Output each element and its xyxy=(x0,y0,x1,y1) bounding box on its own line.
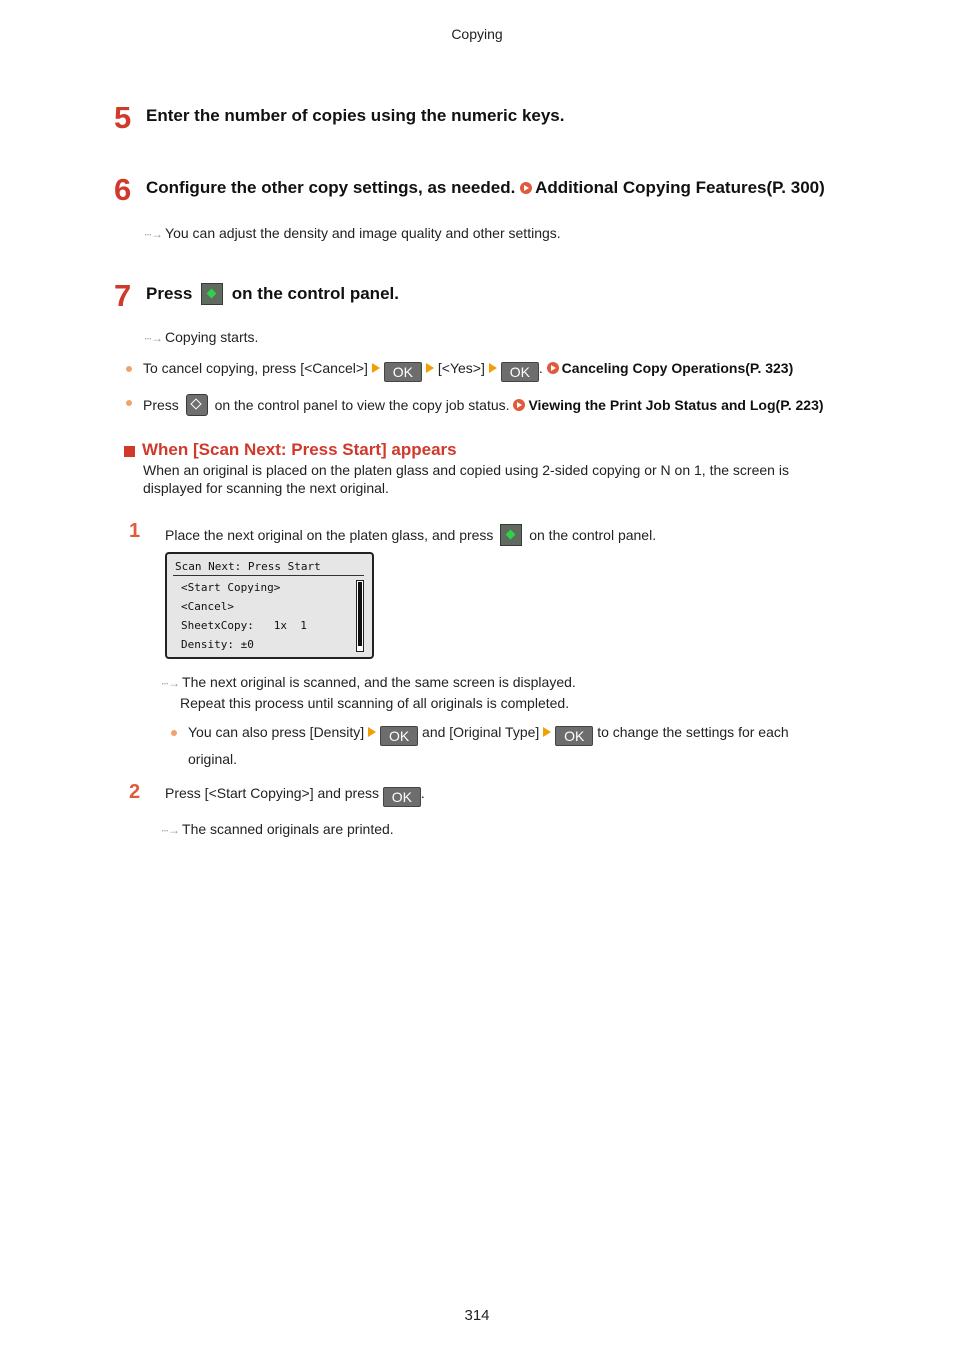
result-text: You can adjust the density and image quality and other settings. xyxy=(165,225,561,241)
lcd-row: <Start Copying> xyxy=(181,581,281,594)
bullet-text: You can also press [Density] xyxy=(188,724,365,740)
substep-text: on the control panel. xyxy=(529,527,657,543)
ok-key-icon: OK xyxy=(380,726,418,746)
substep-text: Press [<Start Copying>] and press xyxy=(165,785,379,801)
density-bullet-line2: original. xyxy=(188,751,238,767)
substep-1-result-line2: Repeat this process until scanning of all originals is completed. xyxy=(180,695,570,711)
step-5-title: Enter the number of copies using the numeric keys. xyxy=(146,106,565,125)
bullet-text: Press xyxy=(143,397,179,413)
density-bullet xyxy=(188,724,789,746)
substep-text: . xyxy=(420,785,425,801)
step-number-7: 7 xyxy=(114,278,132,313)
status-monitor-key-icon xyxy=(186,394,208,416)
triangle-arrow-icon xyxy=(368,727,376,737)
bullet-text: to change the settings for each xyxy=(597,724,789,740)
step-number-6: 6 xyxy=(114,172,132,207)
step-7-title-post: on the control panel. xyxy=(231,284,399,303)
bullet-text: on the control panel to view the copy job status. xyxy=(214,397,510,413)
link-arrow-icon xyxy=(547,362,559,374)
section-desc-line1: When an original is placed on the platen glass and copied using 2-sided copying or N on 1, the screen is xyxy=(143,462,789,478)
step-7-title-row xyxy=(146,283,399,305)
lcd-row: <Cancel> xyxy=(181,600,234,613)
link-text: Additional Copying Features(P. 300) xyxy=(535,178,825,197)
page-number: 314 xyxy=(464,1307,490,1324)
section-title: When [Scan Next: Press Start] appears xyxy=(142,440,457,459)
bullet-text: . xyxy=(538,360,543,376)
ok-key-icon: OK xyxy=(383,787,421,807)
result-arrow-icon: ∙∙∙→ xyxy=(144,331,163,345)
bullet-text: and [Original Type] xyxy=(422,724,540,740)
bullet-text: [<Yes>] xyxy=(437,360,485,376)
cancel-bullet xyxy=(143,360,793,382)
substep-number-2: 2 xyxy=(129,781,141,803)
step-6-result xyxy=(144,225,561,241)
bullet-dot xyxy=(171,730,177,736)
substep-1-result xyxy=(161,674,576,690)
bullet-dot xyxy=(126,400,132,406)
link-arrow-icon xyxy=(520,182,532,194)
substep-2-result xyxy=(161,821,394,837)
lcd-row: Density: ±0 xyxy=(181,638,254,651)
step-7-result xyxy=(144,329,258,345)
ok-key-icon: OK xyxy=(501,362,539,382)
substep-2-text xyxy=(165,785,425,807)
link-text: Viewing the Print Job Status and Log(P. 223) xyxy=(528,397,824,413)
link-canceling-copy-operations[interactable] xyxy=(547,360,794,376)
result-text: Copying starts. xyxy=(165,329,259,345)
lcd-scrollbar xyxy=(356,580,364,652)
result-arrow-icon: ∙∙∙→ xyxy=(144,227,163,241)
ok-key-icon: OK xyxy=(555,726,593,746)
lcd-divider xyxy=(173,575,364,576)
triangle-arrow-icon xyxy=(489,363,497,373)
lcd-scroll-thumb xyxy=(358,582,362,646)
step-7-title-pre: Press xyxy=(146,284,193,303)
link-text: Canceling Copy Operations(P. 323) xyxy=(561,360,794,376)
triangle-arrow-icon xyxy=(426,363,434,373)
substep-1-text xyxy=(165,524,656,546)
start-key-icon xyxy=(500,524,522,546)
result-arrow-icon: ∙∙∙→ xyxy=(161,823,180,837)
lcd-header: Scan Next: Press Start xyxy=(175,560,321,573)
section-desc-line2: displayed for scanning the next original. xyxy=(143,480,389,496)
lcd-screen xyxy=(165,552,374,659)
bullet-text: To cancel copying, press [<Cancel>] xyxy=(143,360,368,376)
lcd-row: SheetxCopy: 1x 1 xyxy=(181,619,307,632)
triangle-arrow-icon xyxy=(543,727,551,737)
bullet-dot xyxy=(126,366,132,372)
link-arrow-icon xyxy=(513,399,525,411)
link-print-job-status[interactable] xyxy=(513,397,823,413)
section-marker-icon xyxy=(124,446,135,457)
running-header: Copying xyxy=(451,26,503,42)
ok-key-icon: OK xyxy=(384,362,422,382)
link-additional-copying-features[interactable] xyxy=(520,178,825,197)
triangle-arrow-icon xyxy=(372,363,380,373)
result-text: The scanned originals are printed. xyxy=(182,821,394,837)
step-number-5: 5 xyxy=(114,100,132,135)
start-key-icon xyxy=(201,283,223,305)
substep-text: Place the next original on the platen glass, and press xyxy=(165,527,494,543)
status-bullet xyxy=(143,394,824,416)
step-6-title-row xyxy=(146,178,825,198)
result-arrow-icon: ∙∙∙→ xyxy=(161,676,180,690)
result-text: The next original is scanned, and the same screen is displayed. xyxy=(182,674,576,690)
step-6-title: Configure the other copy settings, as needed. xyxy=(146,178,516,197)
substep-number-1: 1 xyxy=(129,520,141,542)
